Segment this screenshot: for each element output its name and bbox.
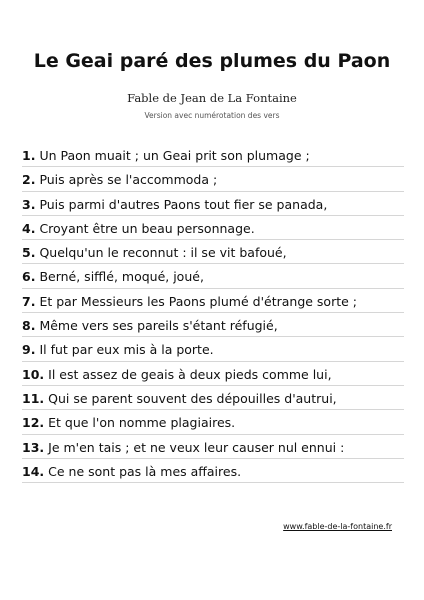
verse-line	[22, 192, 404, 216]
verse-text: Un Paon muait ; un Geai prit son plumage ;	[39, 148, 310, 163]
verse-number: 12.	[22, 415, 45, 431]
verse-text: Et que l'on nomme plagiaires.	[48, 415, 236, 431]
verse-number: 9.	[22, 342, 36, 358]
verse-text: Même vers ses pareils s'étant réfugié,	[39, 318, 278, 334]
verse-text: Je m'en tais ; et ne veux leur causer nul ennui :	[48, 439, 345, 455]
verse-number: 10.	[22, 366, 45, 382]
verse-line	[22, 167, 404, 191]
verse-number: 3.	[22, 196, 36, 212]
verse-line	[22, 459, 404, 483]
verse-text: Puis parmi d'autres Paons tout fier se panada,	[39, 196, 328, 212]
verse-number: 1.	[22, 148, 36, 163]
verse-number: 4.	[22, 220, 36, 236]
verse-text: Il fut par eux mis à la porte.	[39, 342, 214, 358]
verse-line	[22, 435, 404, 459]
verse-number: 11.	[22, 390, 45, 406]
verse-number: 14.	[22, 463, 45, 479]
verse-text: Et par Messieurs les Paons plumé d'étrange sorte ;	[39, 293, 357, 309]
fable-author-subtitle: Fable de Jean de La Fontaine	[127, 91, 297, 105]
verse-number: 5.	[22, 245, 36, 261]
verse-text: Ce ne sont pas là mes affaires.	[48, 463, 242, 479]
verse-text: Qui se parent souvent des dépouilles d'autrui,	[48, 390, 337, 406]
verse-text: Berné, sifflé, moqué, joué,	[39, 269, 204, 285]
verse-number: 2.	[22, 172, 36, 188]
verse-line	[22, 313, 404, 337]
verse-text: Croyant être un beau personnage.	[39, 220, 255, 236]
verse-line	[22, 337, 404, 361]
verse-line	[22, 410, 404, 434]
verse-line	[22, 264, 404, 288]
verse-number: 7.	[22, 293, 36, 309]
verse-line	[22, 362, 404, 386]
verse-line	[22, 289, 404, 313]
verse-text: Quelqu'un le reconnut : il se vit bafoué,	[39, 245, 287, 261]
page-title: Le Geai paré des plumes du Paon	[33, 50, 391, 72]
version-note: Version avec numérotation des vers	[144, 111, 280, 120]
verse-text: Puis après se l'accommoda ;	[39, 172, 218, 188]
verse-number: 13.	[22, 439, 45, 455]
verse-line	[22, 240, 404, 264]
verse-line	[22, 143, 404, 167]
verse-line	[22, 216, 404, 240]
verse-number: 6.	[22, 269, 36, 285]
verse-line	[22, 386, 404, 410]
verse-text: Il est assez de geais à deux pieds comme lui,	[48, 366, 332, 382]
verse-number: 8.	[22, 318, 36, 334]
verse-list	[22, 143, 404, 483]
website-link[interactable]: www.fable-de-la-fontaine.fr	[283, 522, 392, 531]
